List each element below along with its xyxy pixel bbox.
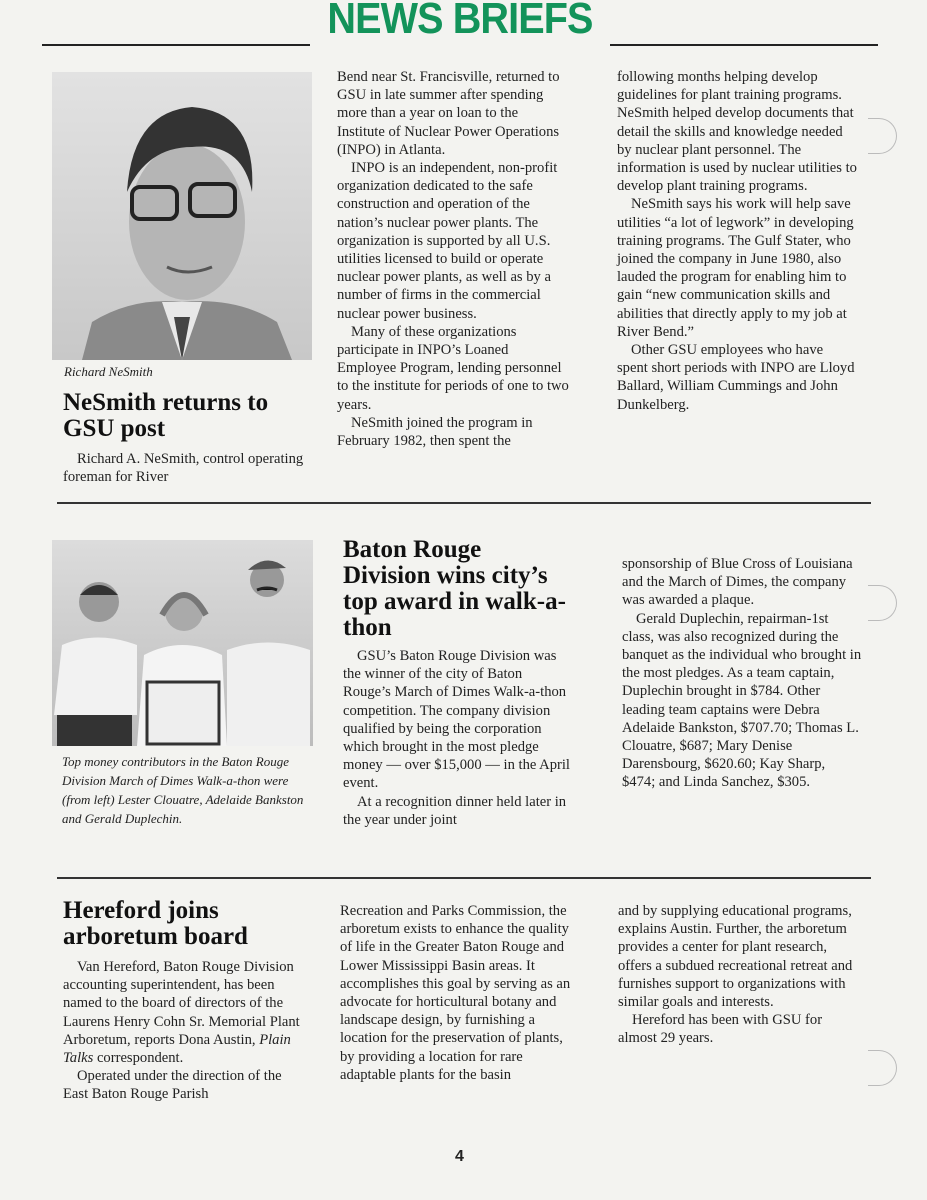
article-1-col-1 — [63, 390, 313, 486]
publication-name: Plain Talks — [63, 1031, 291, 1067]
paragraph: Operated under the direction of the East Baton Rouge Parish — [63, 1068, 282, 1103]
paragraph-text: Van Hereford, Baton Rouge Division accounting superintendent, has been named to the board of directors of the Laurens Henry Cohn Sr. Memorial Plant Arboretum, reports Dona Austin, — [63, 959, 300, 1048]
masthead-rule-left — [42, 44, 310, 46]
paragraph: Other GSU employees who have spent short periods with INPO are Lloyd Ballard, William Cummings and John Dunkelberg. — [617, 342, 855, 413]
article-3-col-1 — [63, 898, 303, 1104]
paragraph-text: correspondent. — [93, 1050, 184, 1067]
article-1-col-3 — [617, 68, 857, 414]
article-2-col-3 — [622, 555, 862, 792]
masthead-rule-right — [610, 44, 878, 46]
paragraph: INPO is an independent, non-profit organization dedicated to the safe construction and operation of the nation’s nuclear power plants. The organization is supported by all U.S. utilities licensed to build or operate nuclear power plants, as well as by a number of firms in the commercial nuclear power business. — [337, 160, 558, 322]
paragraph: NeSmith says his work will help save utilities “a lot of legwork” in developing training programs. The Gulf Stater, who joined the company in June 1980, also lauded the program for enabling him to gain “new communication skills and abilities that directly apply to my job at River Bend.” — [617, 196, 854, 340]
photo-walkathon-contributors — [52, 540, 313, 746]
article-3-col-3 — [618, 902, 858, 1048]
article-1-col-2 — [337, 68, 569, 450]
page-number: 4 — [455, 1148, 464, 1165]
article-headline: Hereford joins arboretum board — [63, 897, 248, 950]
paragraph: NeSmith joined the program in February 1982, then spent the — [337, 414, 533, 450]
paragraph: Many of these organizations participate in INPO’s Loaned Employee Program, lending personnel to the institute for periods of one to two years. — [337, 323, 569, 413]
binder-hole — [868, 1050, 897, 1086]
paragraph: and by supplying educational programs, explains Austin. Further, the arboretum provides a center for plant research, offers a subdued recreational retreat and furnishes support to organizations with similar goals and interests. — [618, 903, 853, 1011]
section-divider — [57, 877, 871, 879]
binder-hole — [868, 585, 897, 621]
article-headline: Baton Rouge Division wins city’s top award in walk-a-thon — [343, 536, 566, 641]
paragraph: GSU’s Baton Rouge Division was the winner of the city of Baton Rouge’s March of Dimes Walk-a-thon competition. The company division qualified by being the corporation which brought in the most pledge money — over $15,000 — in the April event. — [343, 648, 570, 792]
photo-caption: Top money contributors in the Baton Rouge Division March of Dimes Walk-a-thon were (from left) Lester Clouatre, Adelaide Bankston and Gerald Duplechin. — [62, 754, 304, 826]
paragraph: Recreation and Parks Commission, the arboretum exists to enhance the quality of life in the Greater Baton Rouge and Lower Mississippi Basin areas. It accomplishes this goal by serving as an advocate for horticultural botany and landscape design, by furnishing a location for the preservation of plants, by providing a location for rare adaptable plants for the basin — [340, 903, 571, 1083]
paragraph: sponsorship of Blue Cross of Louisiana and the March of Dimes, the company was awarded a plaque. — [622, 556, 853, 609]
section-divider — [57, 502, 871, 504]
article-3-col-2 — [340, 902, 572, 1084]
paragraph: Gerald Duplechin, repairman-1st class, was also recognized during the banquet as the individual who brought in the most pledges. As a team captain, Duplechin brought in $784. Other leading team captains were Debra Adelaide Bankston, $707.70; Thomas L. Clouatre, $687; Mary Denise Darensbourg, $620.60; Kay Sharp, $474; and Linda Sanchez, $305. — [622, 610, 862, 791]
paragraph: Hereford has been with GSU for almost 29 years. — [618, 1012, 823, 1047]
article-2-col-2 — [343, 537, 571, 829]
article-headline: NeSmith returns to GSU post — [63, 389, 269, 442]
photo-caption: Richard NeSmith — [64, 364, 153, 379]
binder-hole — [868, 118, 897, 154]
paragraph: following months helping develop guidelines for plant training programs. NeSmith helped develop documents that detail the skills and knowledge needed by nuclear plant personnel. The information is used by nuclear utilities to develop plant training programs. — [617, 69, 857, 195]
paragraph: Bend near St. Francisville, returned to GSU in late summer after spending more than a year on loan to the Institute of Nuclear Power Operations (INPO) in Atlanta. — [337, 69, 560, 158]
masthead-title: NEWS BRIEFS — [327, 0, 593, 43]
group-photo-illustration — [52, 540, 313, 746]
portrait-illustration — [52, 72, 312, 360]
photo-richard-nesmith — [52, 72, 312, 360]
paragraph — [63, 958, 303, 1067]
masthead — [0, 0, 927, 52]
paragraph: Richard A. NeSmith, control operating foreman for River — [63, 451, 304, 486]
paragraph: At a recognition dinner held later in the year under joint — [343, 793, 567, 828]
